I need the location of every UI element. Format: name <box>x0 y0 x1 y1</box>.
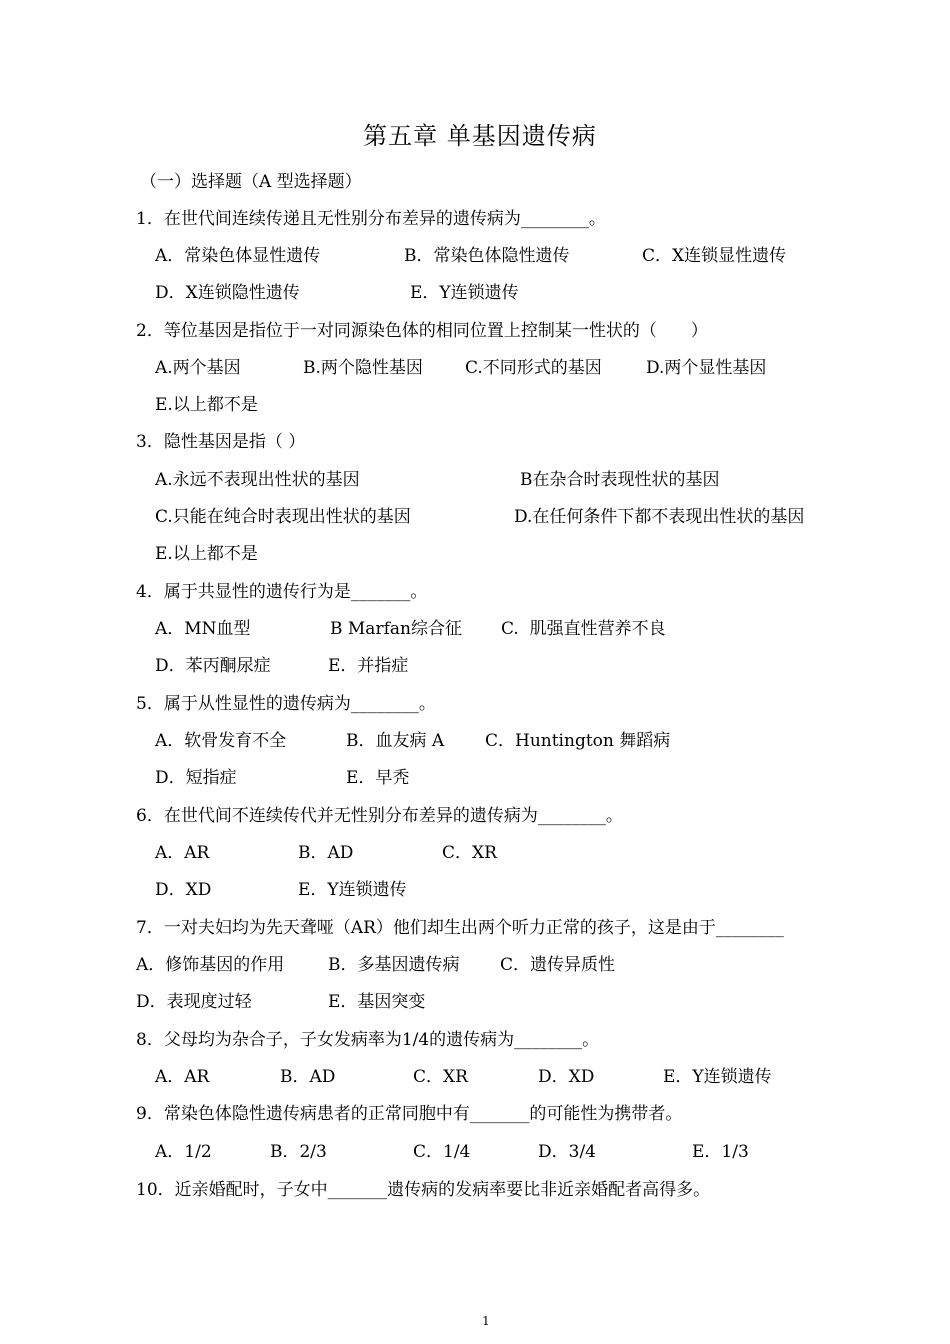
question-7-option-c: C．遗传异质性 <box>500 955 616 975</box>
question-5-option-c: C．Huntington 舞蹈病 <box>485 731 671 751</box>
question-3-stem: 3．隐性基因是指（ ） <box>136 432 306 452</box>
question-6-option-d: D．XD <box>155 880 212 900</box>
question-5-option-a: A．软骨发育不全 <box>155 731 287 751</box>
question-8-option-e: E．Y连锁遗传 <box>663 1067 772 1087</box>
question-8-option-d: D．XD <box>538 1067 595 1087</box>
question-6-option-a: A．AR <box>155 843 210 863</box>
section-heading: （一）选择题（A 型选择题） <box>140 172 362 192</box>
question-6-option-e: E．Y连锁遗传 <box>298 880 407 900</box>
question-5-option-e: E．早秃 <box>346 768 410 788</box>
question-10-stem: 10．近亲婚配时，子女中_______遗传病的发病率要比非近亲婚配者高得多。 <box>136 1180 711 1200</box>
question-7-option-b: B．多基因遗传病 <box>328 955 460 975</box>
question-4-option-b: B Marfan综合征 <box>330 619 462 639</box>
question-8-option-a: A．AR <box>155 1067 210 1087</box>
question-2-option-a: A.两个基因 <box>155 358 241 378</box>
question-9-option-d: D．3/4 <box>538 1142 596 1162</box>
question-1-option-b: B．常染色体隐性遗传 <box>404 246 570 266</box>
question-1-option-e: E．Y连锁遗传 <box>410 283 519 303</box>
question-2-stem: 2．等位基因是指位于一对同源染色体的相同位置上控制某一性状的（ ） <box>136 321 708 341</box>
question-2-option-e: E.以上都不是 <box>155 395 258 415</box>
question-1-option-a: A．常染色体显性遗传 <box>155 246 321 266</box>
question-8-stem: 8．父母均为杂合子，子女发病率为1/4的遗传病为________。 <box>136 1030 600 1050</box>
question-6-stem: 6．在世代间不连续传代并无性别分布差异的遗传病为________。 <box>136 806 623 826</box>
question-3-option-c: C.只能在纯合时表现出性状的基因 <box>155 507 411 527</box>
question-3-option-e: E.以上都不是 <box>155 544 258 564</box>
chapter-title: 第五章 单基因遗传病 <box>363 122 597 150</box>
question-2-option-c: C.不同形式的基因 <box>465 358 602 378</box>
question-4-option-d: D．苯丙酮尿症 <box>155 656 271 676</box>
question-4-option-c: C. 肌强直性营养不良 <box>501 619 666 639</box>
question-1-stem: 1．在世代间连续传递且无性别分布差异的遗传病为________。 <box>136 209 606 229</box>
question-4-stem: 4．属于共显性的遗传行为是_______。 <box>136 582 428 602</box>
question-9-stem: 9．常染色体隐性遗传病患者的正常同胞中有_______的可能性为携带者。 <box>136 1104 683 1124</box>
question-3-option-d: D.在任何条件下都不表现出性状的基因 <box>514 507 805 527</box>
question-2-option-d: D.两个显性基因 <box>646 358 767 378</box>
question-2-option-b: B.两个隐性基因 <box>303 358 423 378</box>
question-9-option-a: A．1/2 <box>155 1142 212 1162</box>
question-9-option-c: C．1/4 <box>413 1142 471 1162</box>
question-3-option-b: B在杂合时表现性状的基因 <box>520 470 720 490</box>
question-8-option-b: B．AD <box>280 1067 336 1087</box>
question-7-stem: 7．一对夫妇均为先天聋哑（AR）他们却生出两个听力正常的孩子，这是由于________ <box>136 918 784 938</box>
question-7-option-e: E．基因突变 <box>328 992 426 1012</box>
question-6-option-c: C．XR <box>442 843 497 863</box>
question-4-option-e: E．并指症 <box>328 656 409 676</box>
question-3-option-a: A.永远不表现出性状的基因 <box>155 470 360 490</box>
question-8-option-c: C．XR <box>413 1067 468 1087</box>
question-5-option-d: D．短指症 <box>155 768 237 788</box>
question-1-option-c: C．X连锁显性遗传 <box>642 246 787 266</box>
question-5-stem: 5．属于从性显性的遗传病为________。 <box>136 694 436 714</box>
question-5-option-b: B．血友病 A <box>346 731 445 751</box>
question-9-option-e: E．1/3 <box>692 1142 749 1162</box>
question-1-option-d: D．X连锁隐性遗传 <box>155 283 300 303</box>
page-number: 1 <box>482 1314 490 1328</box>
question-9-option-b: B．2/3 <box>270 1142 327 1162</box>
question-7-option-d: D．表现度过轻 <box>136 992 252 1012</box>
question-6-option-b: B．AD <box>298 843 354 863</box>
question-7-option-a: A．修饰基因的作用 <box>136 955 285 975</box>
question-4-option-a: A．MN血型 <box>155 619 251 639</box>
